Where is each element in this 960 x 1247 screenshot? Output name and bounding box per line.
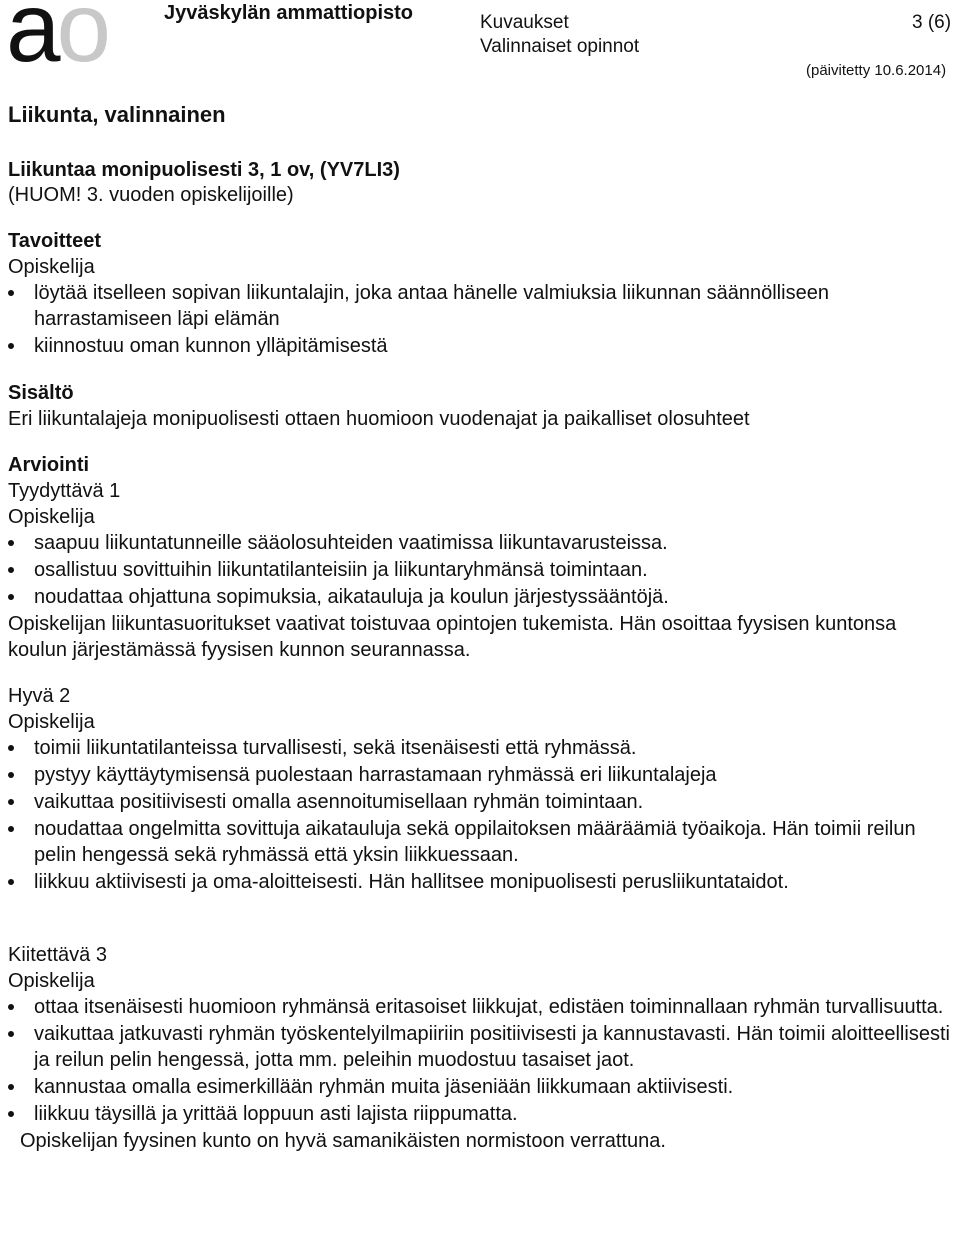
grade-label-1: Tyydyttävä 1 [8,480,121,502]
page-header [0,0,960,80]
bullet-icon [8,1084,14,1090]
bullet-icon [8,567,14,573]
course-note: (HUOM! 3. vuoden opiskelijoille) [8,184,294,206]
sisalto-text: Eri liikuntalajeja monipuolisesti ottaen huomioon vuodenajat ja paikalliset olosuhteet [8,408,750,430]
bullet-icon [8,1004,14,1010]
list-item: saapuu liikuntatunneille sääolosuhteiden vaatimissa liikuntavarusteissa. [8,530,954,556]
list-item: liikkuu aktiivisesti ja oma-aloitteisesti. Hän hallitsee monipuolisesti perusliikuntataidot. [8,869,954,895]
section-heading-sisalto: Sisältö [8,382,74,404]
list-item: vaikuttaa positiivisesti omalla asennoitumisellaan ryhmän toimintaan. [8,789,954,815]
page-number: 3 (6) [912,12,952,33]
list-item: ottaa itsenäisesti huomioon ryhmänsä eritasoiset liikkujat, edistäen toiminnallaan ryhmän turvallisuutta. [8,994,954,1020]
bullet-icon [8,1031,14,1037]
grade-label-2: Hyvä 2 [8,685,71,707]
tavoitteet-list [8,280,954,359]
bullet-icon [8,772,14,778]
institution-name: Jyväskylän ammattiopisto [164,2,413,24]
course-title: Liikuntaa monipuolisesti 3, 1 ov, (YV7LI3) [8,159,400,181]
list-item: osallistuu sovittuihin liikuntatilanteisiin ja liikuntaryhmänsä toimintaan. [8,557,954,583]
grade-1-note: Opiskelijan liikuntasuoritukset vaativat toistuvaa opintojen tukemista. Hän osoittaa fyysisen kuntonsa koulun järjestämässä fyysisen kunnon seurannassa. [8,613,897,661]
grade-3-note: Opiskelijan fyysinen kunto on hyvä samanikäisten normistoon verrattuna. [20,1130,666,1152]
section-heading-tavoitteet: Tavoitteet [8,230,101,252]
document-type: Kuvaukset [480,12,569,33]
list-item: kannustaa omalla esimerkillään ryhmän muita jäseniään liikkumaan aktiivisesti. [8,1074,954,1100]
grade-intro: Opiskelija [8,711,95,733]
page-title: Liikunta, valinnainen [8,102,226,127]
grade-label-3: Kiitettävä 3 [8,944,107,966]
grade-1-list [8,530,954,610]
list-item: noudattaa ohjattuna sopimuksia, aikatauluja ja koulun järjestyssääntöjä. [8,584,954,610]
bullet-icon [8,879,14,885]
section-intro: Opiskelija [8,256,95,278]
bullet-icon [8,594,14,600]
list-item: noudattaa ongelmitta sovittuja aikatauluja sekä oppilaitoksen määräämiä työaikoja. Hän toimii reilun pelin hengessä sekä ryhmässä että yksin liikkuessaan. [8,816,954,868]
bullet-icon [8,799,14,805]
list-item: toimii liikuntatilanteissa turvallisesti, sekä itsenäisesti että ryhmässä. [8,735,954,761]
grade-3-list [8,994,954,1127]
list-item: löytää itselleen sopivan liikuntalajin, joka antaa hänelle valmiuksia liikunnan säännölliseen harrastamiseen läpi elämän [8,280,954,332]
bullet-icon [8,745,14,751]
list-item: liikkuu täysillä ja yrittää loppuun asti lajista riippumatta. [8,1101,954,1127]
list-item: vaikuttaa jatkuvasti ryhmän työskentelyilmapiiriin positiivisesti ja kannustavasti. Hän toimii aloitteellisesti ja reilun pelin hengessä, jotta mm. peleihin muodostuu tasaiset jaot. [8,1021,954,1073]
logo-letters: ao [6,0,108,82]
grade-intro: Opiskelija [8,970,95,992]
document-subtitle: Valinnaiset opinnot [480,36,640,57]
bullet-icon [8,1111,14,1117]
updated-date: (päivitetty 10.6.2014) [806,62,947,79]
list-item: pystyy käyttäytymisensä puolestaan harrastamaan ryhmässä eri liikuntalajeja [8,762,954,788]
list-item: kiinnostuu oman kunnon ylläpitämisestä [8,333,954,359]
section-heading-arviointi: Arviointi [8,454,90,476]
bullet-icon [8,540,14,546]
grade-2-list [8,735,954,895]
bullet-icon [8,290,14,296]
grade-intro: Opiskelija [8,506,95,528]
bullet-icon [8,343,14,349]
document-body [8,100,954,1154]
bullet-icon [8,826,14,832]
